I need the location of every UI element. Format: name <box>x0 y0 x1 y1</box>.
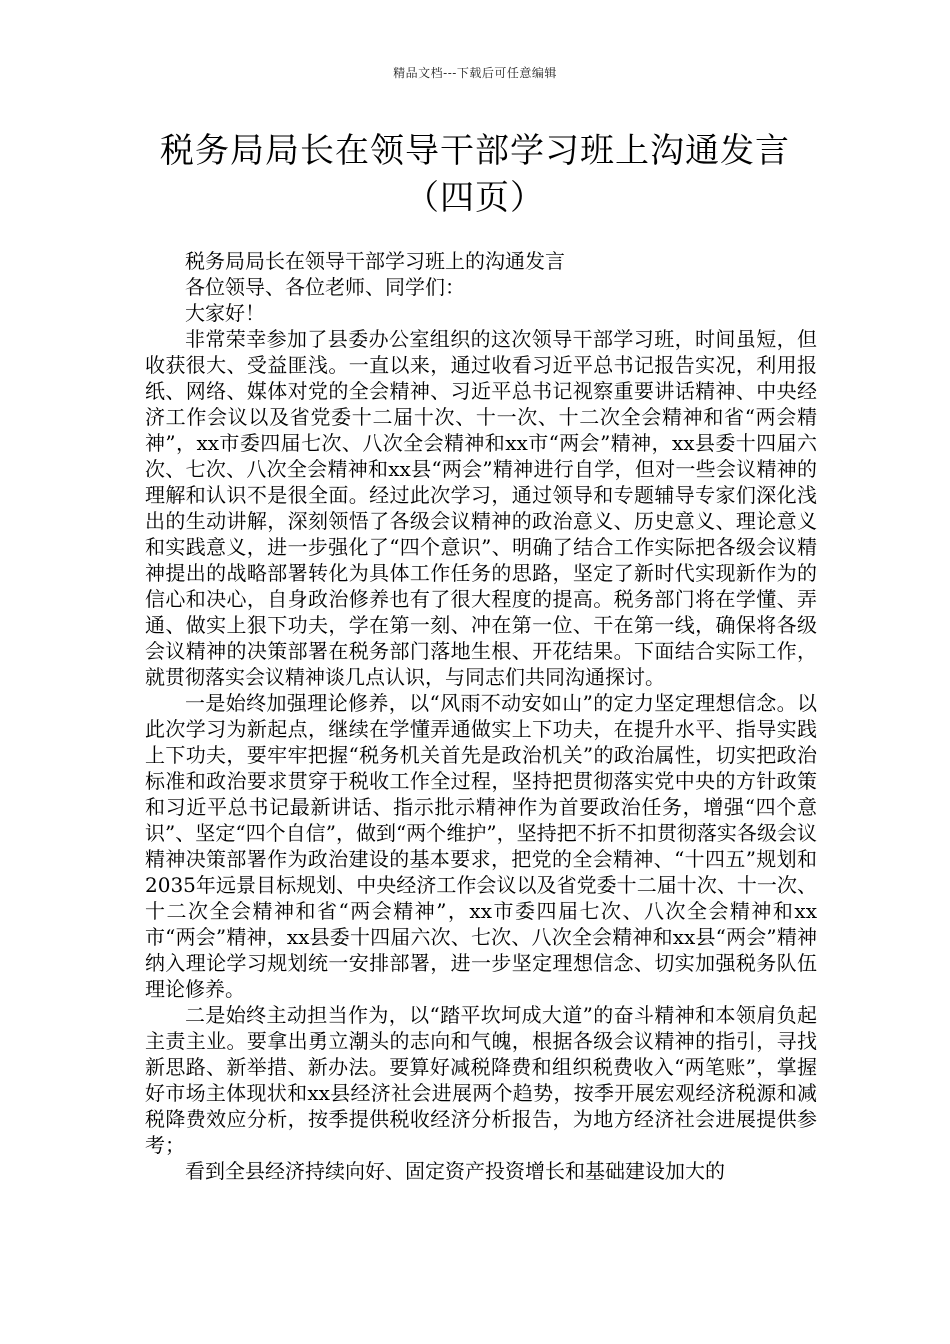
speech-subtitle: 税务局局长在领导干部学习班上的沟通发言 <box>185 249 565 273</box>
document-title <box>100 128 850 222</box>
greeting: 大家好！ <box>185 301 265 325</box>
document-title-line-2: （四页） <box>405 178 545 218</box>
body-paragraph: 非常荣幸参加了县委办公室组织的这次领导干部学习班，时间虽短，但收获很大、受益匪浅。一直以来，通过收看习近平总书记报告实况，利用报纸、网络、媒体对党的全会精神、习近平总书记视察重要讲话精神、中央经济工作会议以及省党委十二届十次、十一次、十二次全会精神和省“两会精神”，xx市委四届七次、八次全会精神和xx市“两会”精神，xx县委十四届六次、七次、八次全会精神和xx县“两会”精神进行自学，但对一些会议精神的理解和认识不是很全面。经过此次学习，通过领导和专题辅导专家们深化浅出的生动讲解，深刻领悟了各级会议精神的政治意义、历史意义、理论意义和实践意义，进一步强化了“四个意识”、明确了结合工作实际把各级会议精神提出的战略部署转化为具体工作任务的思路，坚定了新时代实现新作为的信心和决心，自身政治修养也有了很大程度的提高。税务部门将在学懂、弄通、做实上狠下功夫，学在第一刻、冲在第一位、干在第一线，确保将各级会议精神的决策部署在税务部门落地生根、开花结果。下面结合实际工作，就贯彻落实会议精神谈几点认识，与同志们共同沟通探讨。 <box>145 327 817 689</box>
body-paragraph: 二是始终主动担当作为，以“踏平坎坷成大道”的奋斗精神和本领肩负起主责主业。要拿出勇立潮头的志向和气魄，根据各级会议精神的指引，寻找新思路、新举措、新办法。要算好减税降费和组织税费收入“两笔账”，掌握好市场主体现状和xx县经济社会进展两个趋势，按季开展宏观经济税源和减税降费效应分析，按季提供税收经济分析报告，为地方经济社会进展提供参考； <box>145 1003 817 1157</box>
body-paragraph: 一是始终加强理论修养，以“风雨不动安如山”的定力坚定理想信念。以此次学习为新起点，继续在学懂弄通做实上下功夫，在提升水平、指导实践上下功夫，要牢牢把握“税务机关首先是政治机关”的政治属性，切实把政治标准和政治要求贯穿于税收工作全过程，坚持把贯彻落实党中央的方针政策和习近平总书记最新讲话、指示批示精神作为首要政治任务，增强“四个意识”、坚定“四个自信”，做到“两个维护”，坚持把不折不扣贯彻落实各级会议精神决策部署作为政治建设的基本要求，把党的全会精神、“十四五”规划和2035年远景目标规划、中央经济工作会议以及省党委十二届十次、十一次、十二次全会精神和省“两会精神”，xx市委四届七次、八次全会精神和xx市“两会”精神，xx县委十四届六次、七次、八次全会精神和xx县“两会”精神纳入理论学习规划统一安排部署，进一步坚定理想信念、切实加强税务队伍理论修养。 <box>145 691 817 1001</box>
document-title-line-1: 税务局局长在领导干部学习班上沟通发言 <box>160 131 790 171</box>
document-body <box>145 248 817 1184</box>
body-paragraph: 看到全县经济持续向好、固定资产投资增长和基础建设加大的 <box>185 1159 725 1183</box>
page-header-note: 精品文档---下载后可任意编辑 <box>393 66 557 80</box>
salutation: 各位领导、各位老师、同学们： <box>185 275 465 299</box>
